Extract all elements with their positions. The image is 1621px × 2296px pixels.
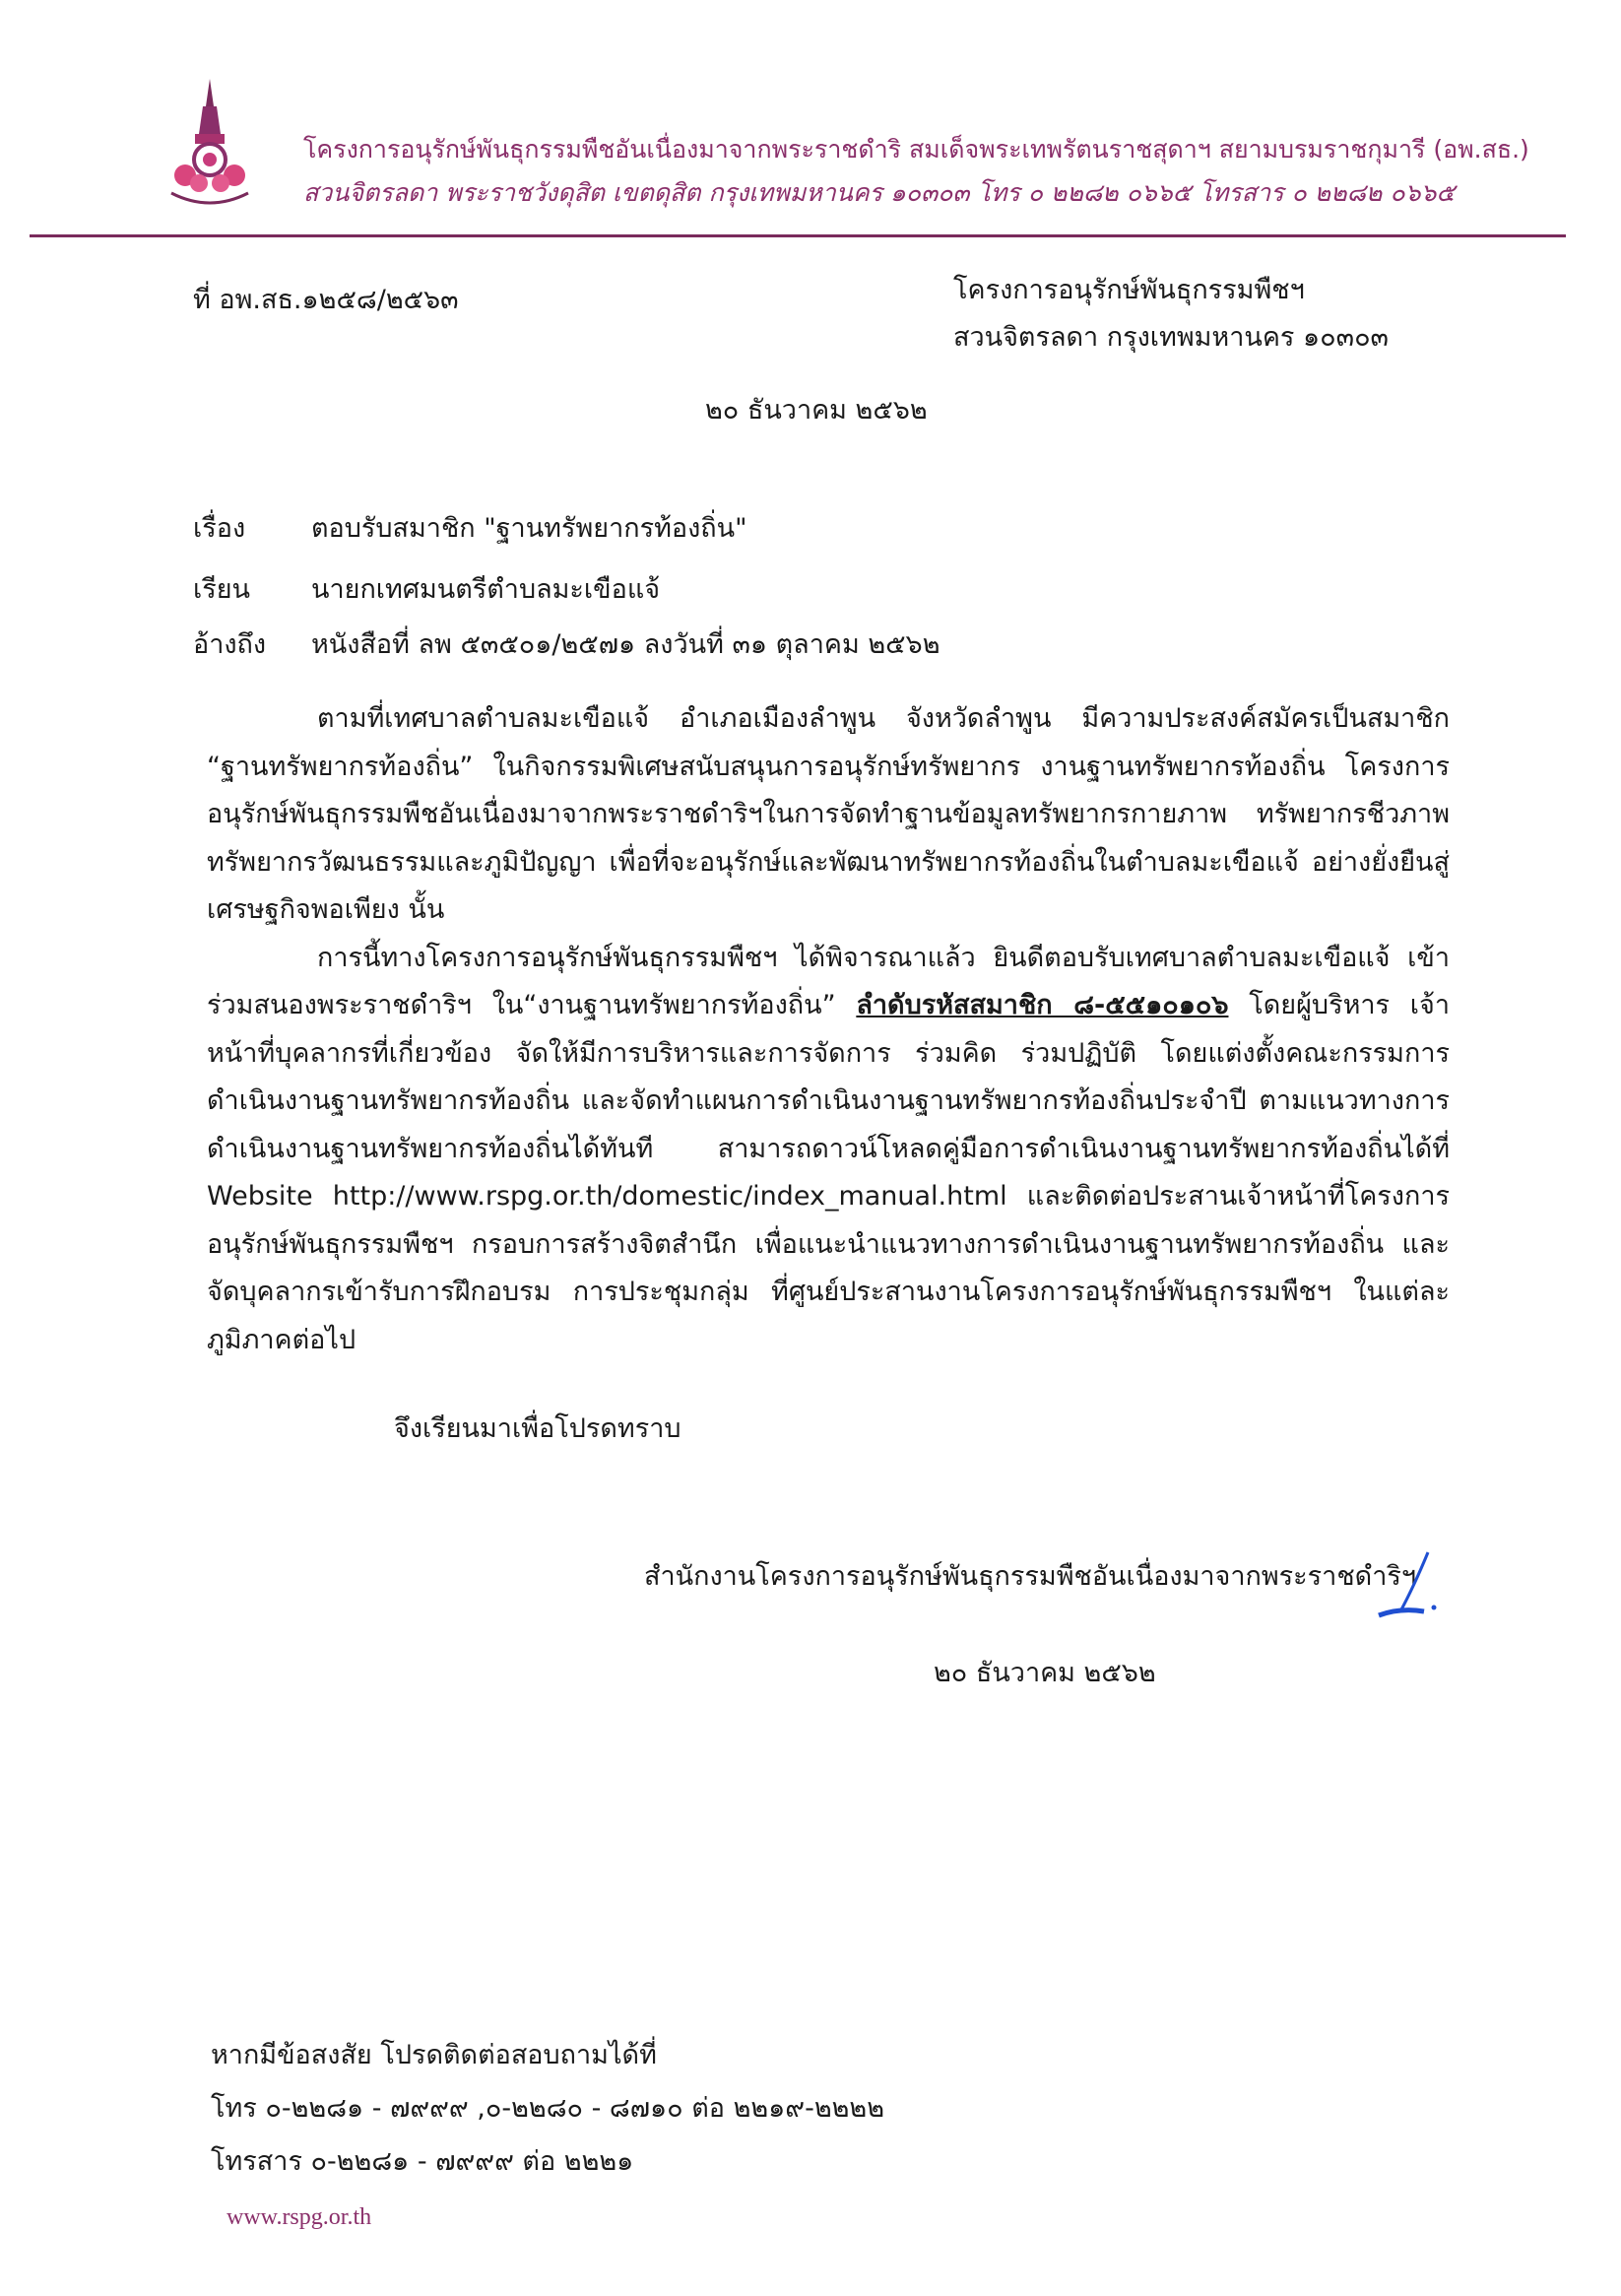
header-org-address: สวนจิตรลดา พระราชวังดุสิต เขตดุสิต กรุงเทพมหานคร ๑๐๓๐๓ โทร ๐ ๒๒๘๒ ๐๖๖๕ โทรสาร ๐ ๒๒๘๒ ๐๖๖๕	[303, 178, 1456, 207]
sender-org-address: สวนจิตรลดา กรุงเทพมหานคร ๑๐๓๐๓	[953, 322, 1390, 353]
body-paragraph-1: ตามที่เทศบาลตำบลมะเขือแจ้ อำเภอเมืองลำพูน จังหวัดลำพูน มีความประสงค์สมัครเป็นสมาชิก “ฐานทรัพยากรท้องถิ่น” ในกิจกรรมพิเศษสนับสนุนการอนุรักษ์ทรัพยากร งานฐานทรัพยากรท้องถิ่น โครงการอนุรักษ์พันธุกรรมพืชอันเนื่องมาจากพระราชดำริฯในการจัดทำฐานข้อมูลทรัพยากรกายภาพ ทรัพยากรชีวภาพ ทรัพยากรวัฒนธรรมและภูมิปัญญา เพื่อที่จะอนุรักษ์และพัฒนาทรัพยากรท้องถิ่นในตำบลมะเขือแจ้ อย่างยั่งยืนสู่เศรษฐกิจพอเพียง นั้น	[207, 703, 1450, 925]
reference-label: อ้างถึง	[193, 629, 267, 660]
letter-body	[207, 695, 1450, 1364]
closing-line: จึงเรียนมาเพื่อโปรดทราบ	[394, 1413, 681, 1444]
paragraph-2-intro: การนี้ทางโครงการอนุรักษ์พันธุกรรมพืชฯ ได้พิจารณาแล้ว ยินดีตอบรับเทศบาลตำบลมะเขือแจ้ เข้าร่วมสนองพระราชดำริฯ ใน“งานฐานทรัพยากรท้องถิ่น”	[207, 942, 1450, 1020]
recipient-text: นายกเทศมนตรีตำบลมะเขือแจ้	[311, 574, 661, 605]
phone-numbers: โทร ๐-๒๒๘๑ - ๗๙๙๙ ,๐-๒๒๘๐ - ๘๗๑๐ ต่อ ๒๒๑๙-๒๒๒๒	[211, 2093, 885, 2124]
subject-text: ตอบรับสมาชิก "ฐานทรัพยากรท้องถิ่น"	[311, 513, 747, 544]
rspg-emblem-icon	[165, 77, 254, 215]
subject-label: เรื่อง	[193, 513, 246, 544]
header-org-name: โครงการอนุรักษ์พันธุกรรมพืชอันเนื่องมาจากพระราชดำริ สมเด็จพระเทพรัตนราชสุดาฯ สยามบรมราชกุมารี (อพ.สธ.)	[303, 135, 1529, 164]
reference-number: ที่ อพ.สธ.๑๒๕๘/๒๕๖๓	[193, 285, 459, 315]
paragraph-2-rest: โดยผู้บริหาร เจ้าหน้าที่บุคลากรที่เกี่ยวข้อง จัดให้มีการบริหารและการจัดการ ร่วมคิด ร่วมปฏิบัติ โดยแต่งตั้งคณะกรรมการดำเนินงานฐานทรัพยากรท้องถิ่น และจัดทำแผนการดำเนินงานฐานทรัพยากรท้องถิ่นประจำปี ตามแนวทางการดำเนินงานฐานทรัพยากรท้องถิ่นได้ทันที สามารถดาวน์โหลดคู่มือการดำเนินงานฐานทรัพยากรท้องถิ่นได้ที่ Website http://www.rspg.or.th/domestic/index_manual.html และติดต่อประสานเจ้าหน้าที่โครงการอนุรักษ์พันธุกรรมพืชฯ กรอบการสร้างจิตสำนึก เพื่อแนะนำแนวทางการดำเนินงานฐานทรัพยากรท้องถิ่น และจัดบุคลากรเข้ารับการฝึกอบรม การประชุมกลุ่ม ที่ศูนย์ประสานงานโครงการอนุรักษ์พันธุกรรมพืชฯ ในแต่ละภูมิภาคต่อไป	[207, 990, 1450, 1355]
website-link[interactable]: www.rspg.or.th	[227, 2204, 372, 2230]
body-paragraph-2	[207, 935, 1450, 1365]
sender-org-name: โครงการอนุรักษ์พันธุกรรมพืชฯ	[953, 275, 1305, 305]
recipient-label: เรียน	[193, 574, 251, 605]
member-code: ลำดับรหัสสมาชิก ๘-๕๕๑๐๑๐๖	[856, 990, 1229, 1020]
header-divider	[30, 234, 1566, 237]
reference-text: หนังสือที่ ลพ ๕๓๕๐๑/๒๕๗๑ ลงวันที่ ๓๑ ตุลาคม ๒๕๖๒	[311, 629, 940, 660]
signature-date: ๒๐ ธันวาคม ๒๕๖๒	[934, 1658, 1156, 1688]
letter-date: ๒๐ ธันวาคม ๒๕๖๒	[705, 395, 928, 426]
inquiry-note: หากมีข้อสงสัย โปรดติดต่อสอบถามได้ที่	[211, 2040, 657, 2070]
signer-office: สำนักงานโครงการอนุรักษ์พันธุกรรมพืชอันเนื่องมาจากพระราชดำริฯ	[644, 1561, 1417, 1592]
fax-number: โทรสาร ๐-๒๒๘๑ - ๗๙๙๙ ต่อ ๒๒๒๑	[211, 2146, 634, 2177]
signature-mark	[1371, 1546, 1450, 1625]
